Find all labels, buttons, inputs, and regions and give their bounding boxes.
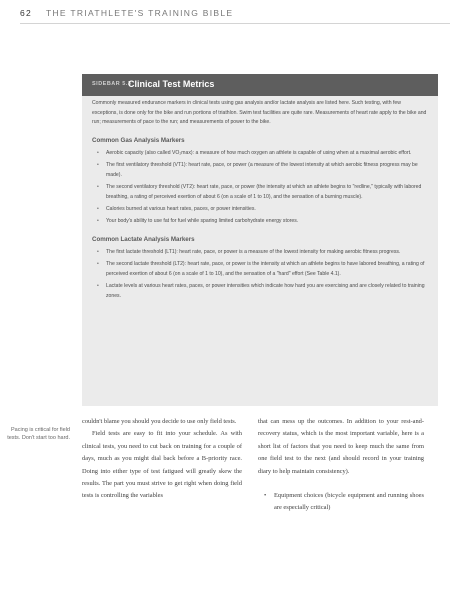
gas-analysis-list	[92, 149, 428, 226]
header-rule	[20, 23, 450, 24]
lactate-analysis-heading: Common Lactate Analysis Markers	[92, 235, 195, 243]
body-paragraph: couldn't blame you should you decide to use only field tests.	[82, 418, 237, 425]
list-item: • The first lactate threshold (LT1): heart rate, pace, or power is a measure of the lowest intensity for making aerobic fitness progress.	[92, 248, 428, 258]
page-header	[20, 8, 440, 22]
sidebar-title: Clinical Test Metrics	[128, 79, 215, 89]
body-column-right	[258, 416, 424, 515]
margin-note: Pacing is critical for field tests. Don't start too hard.	[7, 427, 70, 441]
sidebar-body	[92, 99, 428, 304]
sidebar-tag: SIDEBAR 5.3	[92, 81, 132, 87]
list-item: • Calories burned at various heart rates, paces, or power intensities.	[92, 205, 428, 215]
lactate-analysis-list	[92, 248, 428, 301]
sidebar-intro: Commonly measured endurance markers in clinical tests using gas analysis and/or lactate analysis are listed here. Such testing, with few exceptions, is done only for the bike and run portions of triathlon. Swim test facilities are quite rare. Measurements of heart rate apply to the bike and run; measurements of pace to the run; and measurements of power to the bike.	[92, 100, 427, 126]
body-column-left	[82, 416, 242, 503]
factor-list	[258, 490, 424, 515]
list-item: • Equipment choices (bicycle equipment and running shoes are especially critical)	[258, 490, 424, 515]
list-item: • The second lactate threshold (LT2): heart rate, pace, or power is the intensity at which an athlete begins to have labored breathing, a rating of perceived exertion of about 6 (on a scale of 1 to 10), and the sensation of a "hard" effort (See Table 4.1).	[92, 260, 428, 279]
body-paragraph: that can mess up the outcomes. In addition to your rest-and-recovery status, which is the most important variable, here is a short list of factors that you need to keep much the same from one field test to the next (and should record in your training diary to help maintain consistency).	[258, 418, 424, 475]
running-title: THE TRIATHLETE'S TRAINING BIBLE	[46, 8, 234, 18]
list-item: • Aerobic capacity (also called VO₂max): a measure of how much oxygen an athlete is capable of using when at a maximal aerobic effort.	[92, 149, 428, 159]
list-item: • Your body's ability to use fat for fuel while sparing limited carbohydrate energy stores.	[92, 217, 428, 227]
list-item: • Lactate levels at various heart rates, paces, or power intensities which indicate how hard you are exercising and are closely related to training zones.	[92, 282, 428, 301]
body-paragraph: Field tests are easy to fit into your schedule. As with clinical tests, you need to cut back on training for a couple of days, much as you might dial back before a B-priority race. Doing into either type of test fatigued will greatly skew the results. The part you must strive to get right when doing field tests is controlling the variables	[82, 430, 242, 500]
page-number: 62	[20, 8, 33, 18]
sidebar-box	[82, 74, 438, 406]
sidebar-title-bar	[82, 74, 438, 96]
list-item: • The second ventilatory threshold (VT2): heart rate, pace, or power (the intensity at which an athlete begins to "redline," typically with labored breathing, a rating of perceived exertion of about 6 (on a scale of 1 to 10), and the sensation of a burning muscle).	[92, 183, 428, 202]
list-item: • The first ventilatory threshold (VT1): heart rate, pace, or power (a measure of the lowest intensity at which aerobic fitness progress may be made).	[92, 161, 428, 180]
gas-analysis-heading: Common Gas Analysis Markers	[92, 136, 185, 144]
